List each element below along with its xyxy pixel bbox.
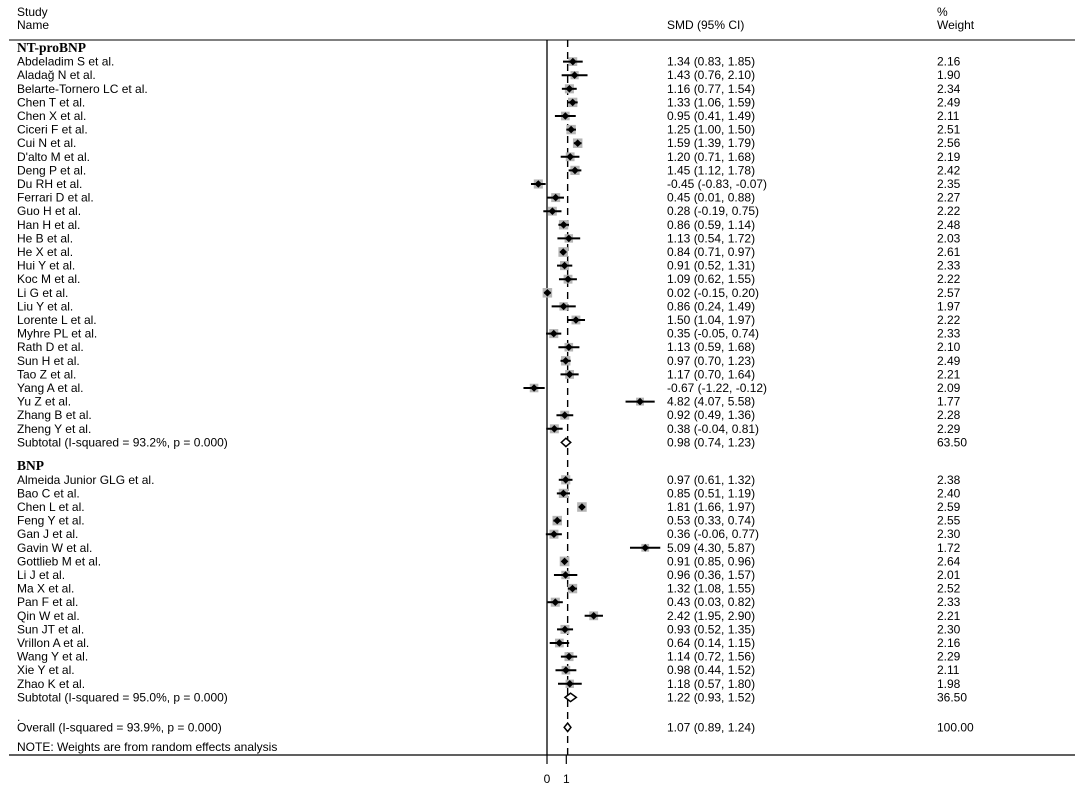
weight-text: 2.16 [937, 636, 961, 650]
study-label: Qin W et al. [17, 608, 80, 623]
weight-text: 2.59 [937, 500, 961, 514]
study-label: Aladağ N et al. [17, 68, 96, 83]
study-label: D'alto M et al. [17, 149, 90, 164]
ci-text: 1.14 (0.72, 1.56) [667, 649, 756, 664]
study-label: Vrillon A et al. [17, 636, 90, 650]
ci-text: 0.97 (0.70, 1.23) [667, 353, 756, 368]
header-smd-label: SMD (95% CI) [667, 18, 745, 32]
weight-text: 2.19 [937, 149, 961, 164]
weight-text: 2.49 [937, 95, 961, 110]
ci-text: 1.13 (0.59, 1.68) [667, 340, 756, 355]
subtotal-ci-text: 1.22 (0.93, 1.52) [667, 690, 756, 705]
weight-text: 2.27 [937, 190, 961, 205]
study-label: Gottlieb M et al. [17, 554, 102, 569]
header-name-label: Name [17, 18, 50, 32]
ci-text: 1.50 (1.04, 1.97) [667, 313, 756, 327]
weight-text: 1.77 [937, 394, 961, 409]
study-label: Sun JT et al. [17, 622, 85, 637]
spacer-dot: . [17, 710, 21, 725]
ci-text: 0.35 (-0.05, 0.74) [667, 326, 760, 341]
ci-text: 1.32 (1.08, 1.55) [667, 581, 756, 596]
weight-text: 2.55 [937, 513, 961, 528]
weight-text: 2.57 [937, 285, 961, 300]
ci-text: 1.20 (0.71, 1.68) [667, 149, 756, 164]
subtotal-label: Subtotal (I-squared = 93.2%, p = 0.000) [17, 435, 228, 450]
ci-text: 0.45 (0.01, 0.88) [667, 190, 756, 205]
ci-text: 2.42 (1.95, 2.90) [667, 608, 756, 623]
ci-text: 1.09 (0.62, 1.55) [667, 272, 756, 287]
overall-weight: 100.00 [937, 720, 974, 735]
subtotal-ci-text: 0.98 (0.74, 1.23) [667, 435, 756, 450]
ci-text: 0.98 (0.44, 1.52) [667, 663, 756, 678]
ci-text: 0.53 (0.33, 0.74) [667, 513, 756, 528]
study-label: Guo H et al. [17, 204, 82, 219]
ci-text: 0.28 (-0.19, 0.75) [667, 204, 760, 219]
study-label: Zheng Y et al. [17, 421, 92, 436]
study-label: He B et al. [17, 231, 74, 246]
ci-text: 1.18 (0.57, 1.80) [667, 676, 756, 691]
weight-text: 2.29 [937, 649, 961, 664]
overall-label: Overall (I-squared = 93.9%, p = 0.000) [17, 720, 222, 735]
weight-text: 1.98 [937, 676, 961, 691]
weight-text: 2.38 [937, 472, 961, 487]
ci-text: 0.96 (0.36, 1.57) [667, 568, 756, 582]
weight-text: 2.48 [937, 217, 961, 232]
study-label: Chen L et al. [17, 500, 85, 514]
group-heading: BNP [17, 458, 44, 474]
ci-text: 0.02 (-0.15, 0.20) [667, 285, 760, 300]
study-label: Rath D et al. [17, 340, 84, 355]
weight-text: 2.03 [937, 231, 961, 246]
ci-text: 1.45 (1.12, 1.78) [667, 163, 756, 178]
study-label: Myhre PL et al. [17, 326, 98, 341]
ci-text: 0.93 (0.52, 1.35) [667, 622, 756, 637]
weight-text: 2.10 [937, 340, 961, 355]
study-label: Abdeladim S et al. [17, 54, 115, 69]
weight-text: 2.52 [937, 581, 961, 596]
weight-text: 2.11 [937, 109, 960, 123]
weight-text: 2.09 [937, 381, 961, 395]
weight-text: 2.61 [937, 245, 961, 259]
study-label: Ferrari D et al. [17, 190, 94, 205]
study-label: Belarte-Tornero LC et al. [17, 81, 148, 96]
weight-text: 2.22 [937, 313, 961, 327]
ci-text: 1.33 (1.06, 1.59) [667, 95, 756, 110]
study-label: Du RH et al. [17, 177, 83, 191]
weight-text: 1.97 [937, 299, 961, 314]
ci-text: 1.43 (0.76, 2.10) [667, 68, 756, 83]
study-label: Gan J et al. [17, 527, 79, 542]
header-percent-label: % [937, 5, 948, 19]
weight-text: 2.30 [937, 527, 961, 542]
subtotal-diamond [561, 438, 570, 446]
study-label: Yu Z et al. [17, 394, 72, 409]
ci-text: 0.85 (0.51, 1.19) [667, 486, 756, 501]
forest-rows [17, 40, 974, 786]
weight-text: 1.72 [937, 540, 961, 555]
subtotal-weight: 63.50 [937, 435, 968, 450]
ci-text: 0.38 (-0.04, 0.81) [667, 421, 760, 436]
ci-text: 1.25 (1.00, 1.50) [667, 122, 756, 137]
weight-text: 2.29 [937, 421, 961, 436]
ci-text: 1.16 (0.77, 1.54) [667, 81, 756, 96]
ci-text: 1.17 (0.70, 1.64) [667, 367, 756, 382]
weight-text: 2.34 [937, 81, 961, 96]
study-label: Pan F et al. [17, 595, 79, 610]
study-label: Zhao K et al. [17, 676, 86, 691]
study-label: Almeida Junior GLG et al. [17, 472, 155, 487]
ci-text: 0.84 (0.71, 0.97) [667, 245, 756, 259]
study-label: Gavin W et al. [17, 540, 93, 555]
ci-text: 0.95 (0.41, 1.49) [667, 109, 756, 123]
weight-text: 2.51 [937, 122, 961, 137]
weight-text: 1.90 [937, 68, 961, 83]
ci-text: 0.91 (0.52, 1.31) [667, 258, 756, 273]
subtotal-label: Subtotal (I-squared = 95.0%, p = 0.000) [17, 690, 228, 705]
ci-text: 0.43 (0.03, 0.82) [667, 595, 756, 610]
weight-text: 2.30 [937, 622, 961, 637]
ci-text: 0.86 (0.59, 1.14) [667, 217, 756, 232]
weights-note: NOTE: Weights are from random effects analysis [17, 740, 278, 755]
study-label: Chen T et al. [17, 95, 86, 110]
study-label: Li G et al. [17, 285, 69, 300]
study-label: Sun H et al. [17, 353, 80, 368]
ci-text: -0.45 (-0.83, -0.07) [667, 177, 768, 191]
weight-text: 2.16 [937, 54, 961, 69]
study-label: Lorente L et al. [17, 313, 97, 327]
weight-text: 2.22 [937, 204, 961, 219]
weight-text: 2.11 [937, 663, 960, 678]
header-study-label: Study [17, 5, 48, 19]
header-weight-label: Weight [937, 18, 975, 32]
study-label: Deng P et al. [17, 163, 87, 178]
weight-text: 2.28 [937, 408, 961, 423]
study-label: Liu Y et al. [17, 299, 74, 314]
weight-text: 2.64 [937, 554, 961, 569]
ci-text: 1.81 (1.66, 1.97) [667, 500, 756, 514]
ci-text: 0.92 (0.49, 1.36) [667, 408, 756, 423]
study-label: Feng Y et al. [17, 513, 85, 528]
weight-text: 2.42 [937, 163, 961, 178]
study-label: Han H et al. [17, 217, 81, 232]
study-label: Tao Z et al. [17, 367, 77, 382]
subtotal-diamond [565, 693, 576, 701]
ci-text: 4.82 (4.07, 5.58) [667, 394, 756, 409]
weight-text: 2.56 [937, 136, 961, 151]
ci-text: 0.91 (0.85, 0.96) [667, 554, 756, 569]
ci-text: 0.36 (-0.06, 0.77) [667, 527, 760, 542]
ci-text: 0.97 (0.61, 1.32) [667, 472, 756, 487]
study-label: Ma X et al. [17, 581, 75, 596]
overall-diamond [564, 723, 571, 731]
study-label: Li J et al. [17, 568, 66, 582]
study-label: Zhang B et al. [17, 408, 92, 423]
study-label: Ciceri F et al. [17, 122, 88, 137]
study-label: Xie Y et al. [17, 663, 75, 678]
study-label: Hui Y et al. [17, 258, 76, 273]
ci-text: 0.86 (0.24, 1.49) [667, 299, 756, 314]
weight-text: 2.33 [937, 326, 961, 341]
x-axis-tick-label: 1 [562, 772, 570, 786]
weight-text: 2.21 [937, 367, 961, 382]
study-label: He X et al. [17, 245, 74, 259]
study-label: Cui N et al. [17, 136, 77, 151]
study-label: Chen X et al. [17, 109, 87, 123]
weight-text: 2.33 [937, 258, 961, 273]
weight-text: 2.40 [937, 486, 961, 501]
ci-text: 0.64 (0.14, 1.15) [667, 636, 756, 650]
ci-text: 1.34 (0.83, 1.85) [667, 54, 756, 69]
weight-text: 2.35 [937, 177, 961, 191]
weight-text: 2.21 [937, 608, 961, 623]
subtotal-weight: 36.50 [937, 690, 968, 705]
weight-text: 2.33 [937, 595, 961, 610]
ci-text: 5.09 (4.30, 5.87) [667, 540, 756, 555]
ci-text: -0.67 (-1.22, -0.12) [667, 381, 768, 395]
weight-text: 2.01 [937, 568, 961, 582]
study-label: Koc M et al. [17, 272, 81, 287]
study-label: Yang A et al. [17, 381, 84, 395]
group-heading: NT-proBNP [17, 40, 87, 55]
study-label: Wang Y et al. [17, 649, 89, 664]
weight-text: 2.22 [937, 272, 961, 287]
overall-ci-text: 1.07 (0.89, 1.24) [667, 720, 756, 735]
ci-text: 1.59 (1.39, 1.79) [667, 136, 756, 151]
x-axis-tick-label: 0 [543, 772, 551, 786]
study-label: Bao C et al. [17, 486, 80, 501]
ci-text: 1.13 (0.54, 1.72) [667, 231, 756, 246]
weight-text: 2.49 [937, 353, 961, 368]
